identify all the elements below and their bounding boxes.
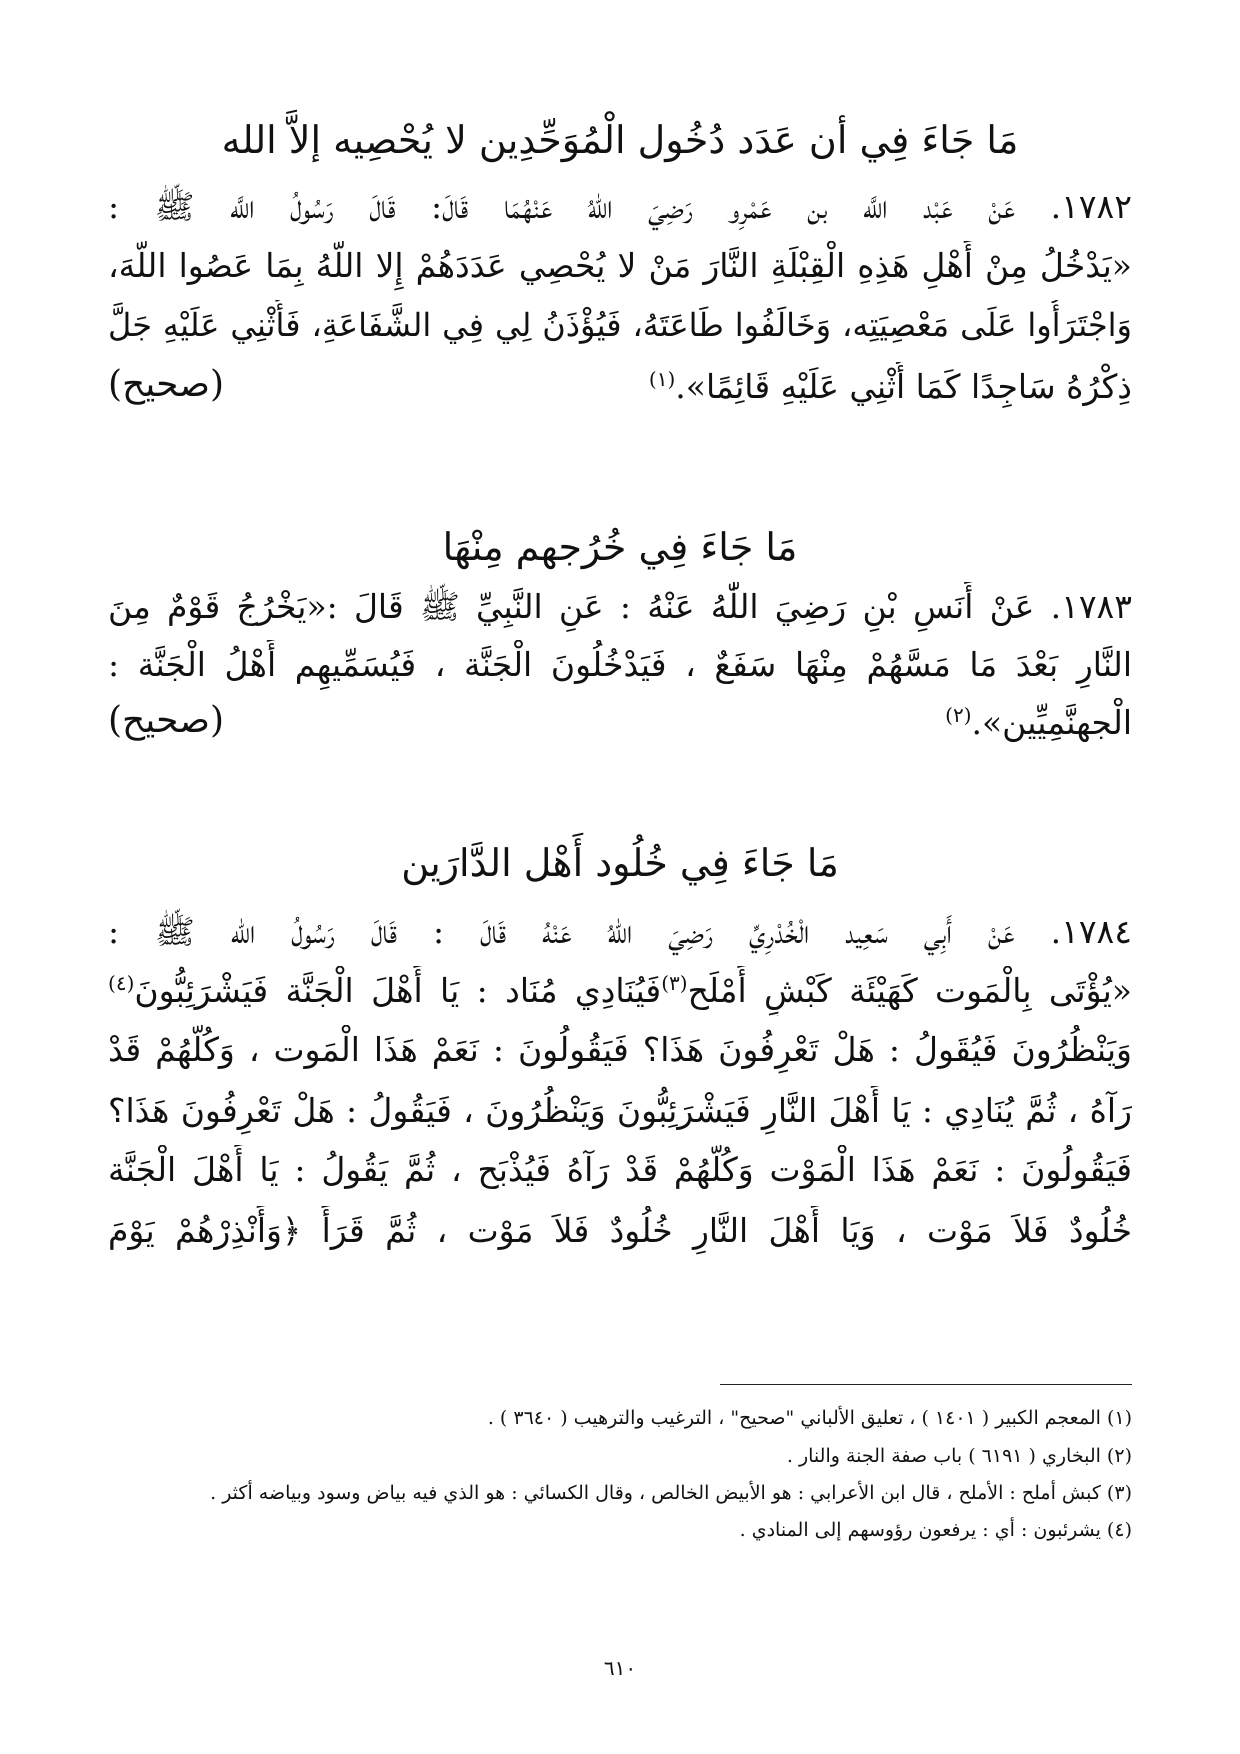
hadith-1782-line-2: «يَدْخُلُ مِنْ أَهْلِ هَذِهِ الْقِبْلَةِ النَّارَ مَنْ لا يُحْصِي عَدَدَهُمْ إِلا اللَّهُ بِمَا عَصُوا اللَّهَ، — [108, 246, 1132, 285]
footnote-separator — [720, 1384, 1132, 1385]
grading-label-1783: (صحيح) — [108, 700, 224, 741]
hadith-1782-line-4 — [108, 362, 1132, 412]
footnote-2: (٢) البخاري ( ٦١٩١ ) باب صفة الجنة والنار . — [786, 1445, 1132, 1467]
footnote-ref-4: (٤) — [108, 971, 135, 995]
hadith-1784-line-4: رَآهُ ، ثُمَّ يُنَادِي : يَا أَهْلَ النَّارِ فَيَشْرَئِبُّونَ وَيَنْظُرُونَ ، فَيَقُولُ : هَلْ تَعْرِفُونَ هَذَا؟ — [108, 1091, 1132, 1130]
hadith-1784-line-5: فَيَقُولُونَ : نَعَمْ هَذَا الْمَوْت وَكُلُّهُمْ قَدْ رَآهُ فَيُذْبَح ، ثُمَّ يَقُولُ : يَا أَهْلَ الْجَنَّة — [108, 1150, 1132, 1189]
page-number: ٦١٠ — [603, 1656, 637, 1680]
hadith-1783-line-1 — [108, 582, 1132, 632]
hadith-1783-text-3: الْجهنَّمِيِّين». — [971, 703, 1132, 742]
footnote-1: (١) المعجم الكبير ( ١٤٠١ ) ، تعليق الألباني "صحيح" ، الترغيب والترهيب ( ٣٦٤٠ ) . — [487, 1407, 1132, 1429]
grading-label-1782: (صحيح) — [108, 364, 224, 405]
hadith-number-1783: ١٧٨٣. — [1050, 587, 1132, 626]
document-page — [108, 0, 1132, 1754]
hadith-1784-line-1 — [108, 907, 1132, 957]
footnote-4: (٤) يشرئبون : أي : يرفعون رؤوسهم إلى المنادي . — [739, 1519, 1132, 1541]
hadith-1783-text-1: عَنْ أَنَسِ بْنِ رَضِيَ اللّٰهُ عَنْهُ : عَنِ النَّبِيِّ ﷺ قَالَ :«يَخْرُجُ قَوْمٌ مِنَ — [108, 587, 1035, 626]
footnote-ref-3: (٣) — [661, 971, 688, 995]
hadith-number-1784: ١٧٨٤. — [1050, 912, 1132, 951]
hadith-1783-line-3 — [108, 698, 1132, 748]
section-heading-exit-from-fire: مَا جَاءَ فِي خُرُجهم مِنْهَا — [442, 525, 798, 569]
hadith-number-1782: ١٧٨٢. — [1050, 187, 1132, 226]
section-heading-count-of-entrants: مَا جَاءَ فِي أن عَدَد دُخُول الْمُوَحِّدِين لا يُحْصِيه إلاَّ الله — [221, 118, 1019, 162]
hadith-1784-text-2b: فَيُنَادِي مُنَاد : يَا أَهْلَ الْجَنَّة فَيَشْرَئِبُّونَ — [134, 971, 662, 1010]
footnote-3: (٣) كبش أملح : الأملح ، قال ابن الأعرابي : هو الأبيض الخالص ، وقال الكسائي : هو الذي فيه بياض وسود وبياضه أكثر . — [210, 1482, 1132, 1504]
hadith-1782-line-1 — [108, 182, 1132, 232]
footnote-ref-2: (٢) — [945, 703, 972, 727]
hadith-1784-text-2a: «يُؤْتَى بِالْمَوت كَهَيْئَة كَبْشٍ أَمْلَح — [687, 971, 1132, 1010]
hadith-1782-text-1: عَنْ عَبْد اللَّه بن عَمْرِو رَضِيَ اللّٰهُ عَنْهُمَا قَالَ: قَالَ رَسُولُ اللَّه ﷺ : — [108, 187, 1016, 226]
hadith-1782-text-4: ذِكْرُهُ سَاجِدًا كَمَا أُثْنِي عَلَيْهِ قَائِمًا». — [675, 367, 1132, 406]
hadith-1784-line-3: وَيَنْظُرُونَ فَيُقَولُ : هَلْ تَعْرِفُونَ هَذَا؟ فَيَقُولُونَ : نَعَمْ هَذَا الْمَوت ، وَكُلُّهُمْ قَدْ — [108, 1030, 1132, 1069]
footnote-ref-1: (١) — [648, 367, 676, 391]
hadith-1782-line-3: وَاجْتَرَأُوا عَلَى مَعْصِيَتِه، وَخَالَفُوا طَاعَتَهُ، فَيُؤْذَنُ لِي فِي الشَّفَاعَةِ، فَأُثْنِي عَلَيْهِ جَلَّ — [108, 306, 1132, 344]
hadith-1784-line-6: خُلُودٌ فَلاَ مَوْت ، وَيَا أَهْلَ النَّارِ خُلُودٌ فَلاَ مَوْت ، ثُمَّ قَرَأَ ﴿وَأَنْذِرْهُمْ يَوْمَ — [108, 1211, 1132, 1250]
hadith-1784-line-2 — [108, 966, 1132, 1016]
hadith-1784-text-1: عَنْ أَبِي سَعِيد الْخُدْرِيِّ رَضِيَ اللّٰهُ عَنْهُ قَالَ : قَالَ رَسُولُ الله ﷺ : — [108, 912, 1015, 951]
section-heading-eternity-of-two-abodes: مَا جَاءَ فِي خُلُود أَهْل الدَّارَين — [401, 841, 839, 885]
hadith-1783-line-2: النَّارِ بَعْدَ مَا مَسَّهُمْ مِنْهَا سَفَعٌ ، فَيَدْخُلُونَ الْجَنَّة ، فَيُسَمِّيهِم أَهْلُ الْجَنَّة : — [108, 645, 1132, 684]
